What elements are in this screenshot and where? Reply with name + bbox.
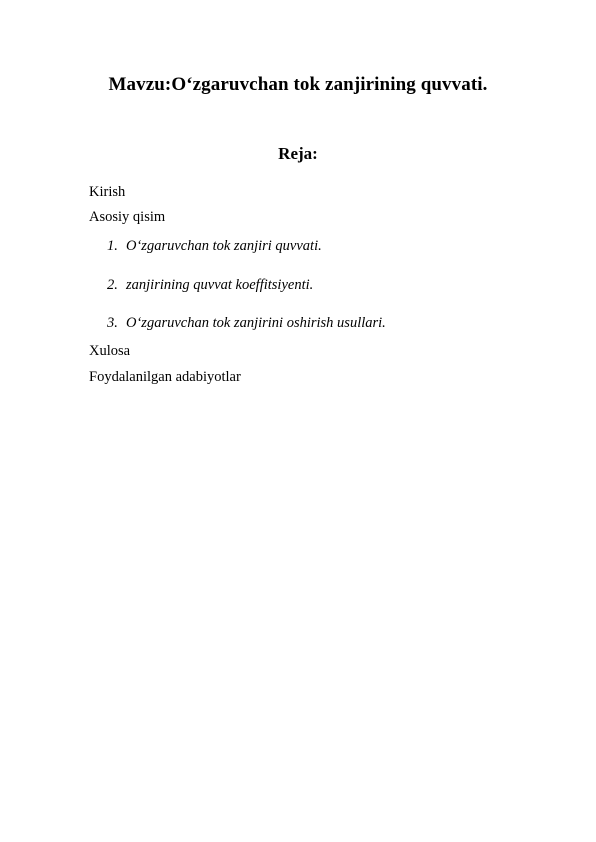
list-item-number: 1. [107,238,118,254]
plan-heading-text: Reja: [278,144,318,163]
list-item-number: 2. [107,277,118,293]
list-item [107,236,322,256]
list-item [107,313,386,333]
document-title: Mavzu:O‘zgaruvchan tok zanjirining quvvati. [108,74,488,95]
list-item-text: zanjirining quvvat koeffitsiyenti. [126,277,314,293]
references-line: Foydalanilgan adabiyotlar [89,369,241,385]
main-part-line: Asosiy qisim [89,209,166,225]
list-item-number: 3. [107,315,118,331]
list-item-text: O‘zgaruvchan tok zanjirini oshirish usullari. [126,315,386,331]
intro-line: Kirish [89,184,126,200]
list-item-text: O‘zgaruvchan tok zanjiri quvvati. [126,238,322,254]
plan-heading [0,143,596,165]
list-item [107,275,313,295]
conclusion-line: Xulosa [89,343,131,359]
